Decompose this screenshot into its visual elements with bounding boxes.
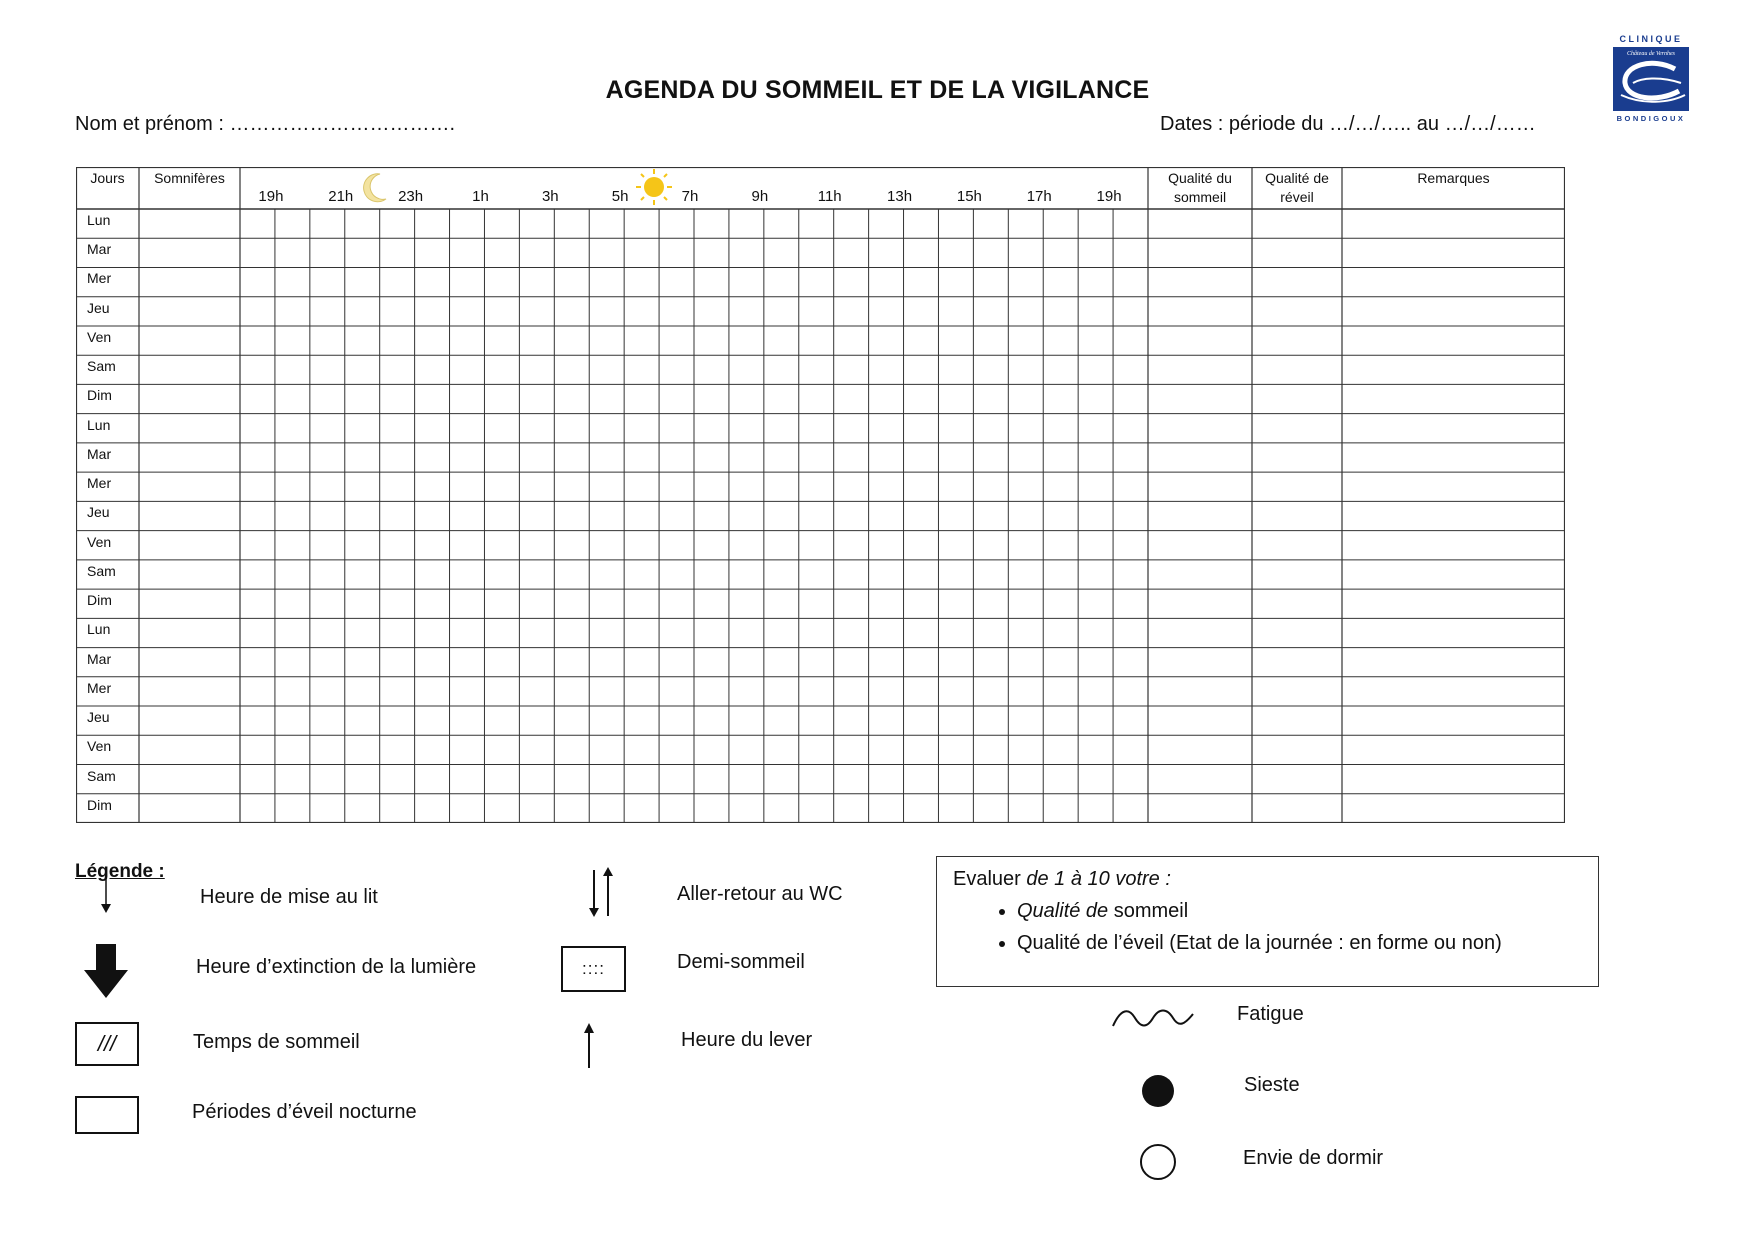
day-label: Dim <box>87 796 112 813</box>
evaluation-item-sommeil-b: sommeil <box>1108 900 1189 922</box>
evaluation-item-eveil: • Qualité de l’éveil (Etat de la journée : en forme ou non) <box>1017 927 1502 959</box>
demi-sommeil-symbol: :::: <box>561 946 626 992</box>
eveil-nocturne-symbol <box>75 1096 139 1134</box>
day-label: Lun <box>87 212 111 228</box>
day-label: Ven <box>87 328 112 345</box>
col-header-somniferes: Somnifères <box>154 170 225 186</box>
logo-sub-text: Château de Vernhes <box>1627 51 1675 57</box>
hour-label-21h: 21h <box>328 188 354 205</box>
logo-top-text: CLINIQUE <box>1619 34 1683 44</box>
col-header-jours: Jours <box>90 170 125 186</box>
day-label: Dim <box>87 387 112 404</box>
wc-arrows-icon <box>586 866 616 918</box>
page-title: AGENDA DU SOMMEIL ET DE LA VIGILANCE <box>605 76 1150 104</box>
table-border <box>77 168 1565 823</box>
hour-label-1h: 1h <box>472 188 489 205</box>
day-label: Mar <box>87 445 112 462</box>
hour-label-3h: 3h <box>541 188 559 205</box>
temps-sommeil-symbol: /// <box>75 1022 139 1066</box>
legend-wc: Aller-retour au WC <box>677 883 843 905</box>
dates-field-label: Dates : période du …/…/….. au …/…/…… <box>1160 113 1536 135</box>
clinic-logo <box>1610 34 1692 130</box>
logo-bottom-text: BONDIGOUX <box>1616 114 1686 123</box>
legend-fatigue: Fatigue <box>1237 1003 1304 1025</box>
legend-extinction: Heure d’extinction de la lumière <box>196 956 477 978</box>
evaluation-intro-b: de 1 à 10 votre : <box>1026 868 1171 890</box>
sieste-dot-icon <box>1140 1073 1176 1109</box>
legend-envie-dormir: Envie de dormir <box>1243 1147 1384 1169</box>
hour-label-19h: 19h <box>1096 188 1122 205</box>
day-label: Lun <box>87 416 111 433</box>
col-header-remarques: Remarques <box>1417 170 1490 186</box>
legend-lever: Heure du lever <box>681 1029 813 1051</box>
day-label: Mer <box>87 679 112 696</box>
col-header-qualite-sommeil: Qualité du sommeil <box>1168 170 1232 205</box>
day-label: Lun <box>87 621 111 638</box>
grid-lines <box>76 167 1565 823</box>
legend-mise-au-lit: Heure de mise au lit <box>200 886 378 908</box>
evaluation-list <box>977 895 1502 959</box>
legend-temps-sommeil: Temps de sommeil <box>193 1031 360 1053</box>
day-label: Jeu <box>87 504 110 521</box>
evaluation-intro-a: Evaluer <box>953 868 1027 890</box>
day-label: Mer <box>87 475 112 492</box>
hour-label-13h: 13h <box>887 188 913 205</box>
day-label: Ven <box>87 738 112 755</box>
bold-down-arrow-icon <box>82 944 130 1000</box>
hour-label-7h: 7h <box>681 188 699 205</box>
day-label: Mer <box>87 270 112 287</box>
sleep-agenda-table <box>76 167 1565 823</box>
hour-label-11h: 11h <box>817 188 842 205</box>
hour-label-19h: 19h <box>258 188 284 205</box>
hour-label-5h: 5h <box>611 188 629 205</box>
hour-label-15h: 15h <box>956 188 982 205</box>
evaluation-intro <box>953 868 1171 891</box>
day-label: Sam <box>87 767 116 784</box>
day-label: Mar <box>87 241 112 258</box>
up-arrow-icon <box>580 1022 598 1068</box>
day-label: Jeu <box>87 299 110 316</box>
legend-demi-sommeil: Demi-sommeil <box>677 951 805 973</box>
name-field-label: Nom et prénom : ……………………………. <box>75 113 456 135</box>
hour-label-9h: 9h <box>751 188 769 205</box>
sun-icon <box>634 167 674 207</box>
fatigue-wave-icon <box>1111 1006 1195 1030</box>
hour-label-23h: 23h <box>398 188 424 205</box>
day-label: Mar <box>87 650 112 667</box>
thin-down-arrow-icon <box>97 878 115 914</box>
evaluation-item-sommeil <box>1017 895 1502 927</box>
day-label: Dim <box>87 592 112 609</box>
evaluation-box <box>936 856 1599 987</box>
legend-title: Légende : <box>75 861 165 882</box>
legend-sieste: Sieste <box>1244 1074 1300 1096</box>
day-label: Ven <box>87 533 112 550</box>
moon-icon <box>360 171 390 205</box>
hour-label-17h: 17h <box>1026 188 1052 205</box>
day-label: Sam <box>87 562 116 579</box>
day-label: Jeu <box>87 709 110 726</box>
col-header-qualite-reveil: Qualité de réveil <box>1265 170 1329 205</box>
evaluation-item-sommeil-a: Qualité de <box>1017 900 1109 922</box>
day-label: Sam <box>87 358 116 375</box>
envie-dormir-circle-icon <box>1139 1143 1177 1181</box>
legend-eveil-nocturne: Périodes d’éveil nocturne <box>192 1101 417 1123</box>
logo-emblem <box>1613 47 1689 111</box>
